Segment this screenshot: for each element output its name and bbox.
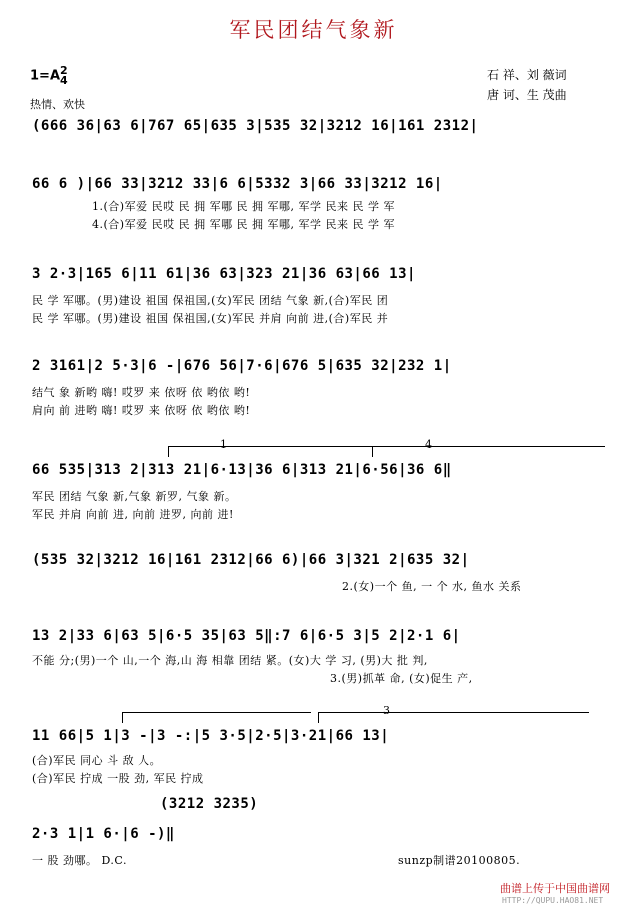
volta-bracket-first (122, 712, 311, 723)
notation-line-9: 2·3 1|1 6·|6 -)‖ (32, 826, 175, 842)
key-signature (30, 66, 68, 86)
lyrics-line-3b: 民 学 军哪。(男)建设 祖国 保祖国,(女)军民 并肩 向前 进,(合)军民 并 (32, 312, 389, 325)
composer: 唐 诃、生 茂曲 (487, 88, 567, 102)
footer-site-url: HTTP://QUPU.HAO81.NET (502, 896, 604, 905)
notation-line-6: (535 32|3212 16|161 2312|66 6)|66 3|321 2|635 32| (32, 552, 470, 568)
tempo-marking: 热情、欢快 (30, 98, 85, 111)
lyrics-line-8a: (合)军民 同心 斗 敌 人。 (32, 754, 162, 767)
bracket-notes: (3212 3235) (160, 796, 259, 812)
time-signature (60, 66, 68, 86)
notation-line-2: 66 6 )|66 33|3212 33|6 6|5332 3|66 33|3212 16| (32, 176, 443, 192)
song-title: 军民团结气象新 (229, 18, 398, 42)
volta-1-label: 1 (220, 438, 228, 451)
lyrics-line-2b: 4.(合)军爱 民哎 民 拥 军哪 民 拥 军哪, 军学 民来 民 学 军 (92, 218, 396, 231)
volta-bracket-4 (372, 446, 605, 457)
volta-4-label: 4 (425, 438, 433, 451)
time-bottom: 4 (60, 74, 68, 87)
lyrics-line-7b: 3.(男)抓革 命, (女)促生 产, (330, 672, 473, 685)
lyrics-line-4b: 肩向 前 进哟 嗨! 哎罗 来 依呀 依 哟依 哟! (32, 404, 251, 417)
key-prefix: 1=A (30, 68, 60, 84)
lyrics-line-6a: 2.(女)一个 鱼, 一 个 水, 鱼水 关系 (342, 580, 522, 593)
notation-line-7: 13 2|33 6|63 5|6·5 35|63 5‖:7 6|6·5 3|5 2|2·1 6| (32, 628, 461, 644)
notation-line-1: (666 36|63 6|767 65|635 3|535 32|3212 16|161 2312| (32, 118, 479, 134)
notation-line-5: 66 535|313 2|313 21|6·13|36 6|313 21|6·56|36 6‖ (32, 462, 452, 478)
lyrics-line-2a: 1.(合)军爱 民哎 民 拥 军哪 民 拥 军哪, 军学 民来 民 学 军 (92, 200, 396, 213)
time-top: 2 (60, 64, 68, 77)
notation-line-3: 3 2·3|165 6|11 61|36 63|323 21|36 63|66 13| (32, 266, 416, 282)
lyrics-line-8b: (合)军民 拧成 一股 劲, 军民 拧成 (32, 772, 204, 785)
lyrics-line-4a: 结气 象 新哟 嗨! 哎罗 来 依呀 依 哟依 哟! (32, 386, 251, 399)
lyrics-line-3a: 民 学 军哪。(男)建设 祖国 保祖国,(女)军民 团结 气象 新,(合)军民 团 (32, 294, 389, 307)
lyrics-line-9a: 一 股 劲哪。 D.C. (32, 854, 127, 867)
lyrics-line-5b: 军民 并肩 向前 进, 向前 进罗, 向前 进! (32, 508, 234, 521)
notation-line-8: 11 66|5 1|3 -|3 -:|5 3·5|2·5|3·21|66 13| (32, 728, 390, 744)
footer-site-name: 曲谱上传于中国曲谱网 (500, 882, 610, 895)
volta-3-label: 3 (383, 704, 391, 717)
volta-bracket-1 (168, 446, 401, 457)
lyricist: 石 祥、刘 薇词 (487, 68, 567, 82)
notation-line-4: 2 3161|2 5·3|6 -|676 56|7·6|676 5|635 32|232 1| (32, 358, 452, 374)
lyrics-line-7a: 不能 分;(男)一个 山,一个 海,山 海 相靠 团结 紧。(女)大 学 习, (男)大 批 判, (32, 654, 428, 667)
volta-bracket-3 (318, 712, 589, 723)
lyrics-line-5a: 军民 团结 气象 新,气象 新罗, 气象 新。 (32, 490, 237, 503)
credit: sunzp制谱20100805. (398, 854, 521, 867)
